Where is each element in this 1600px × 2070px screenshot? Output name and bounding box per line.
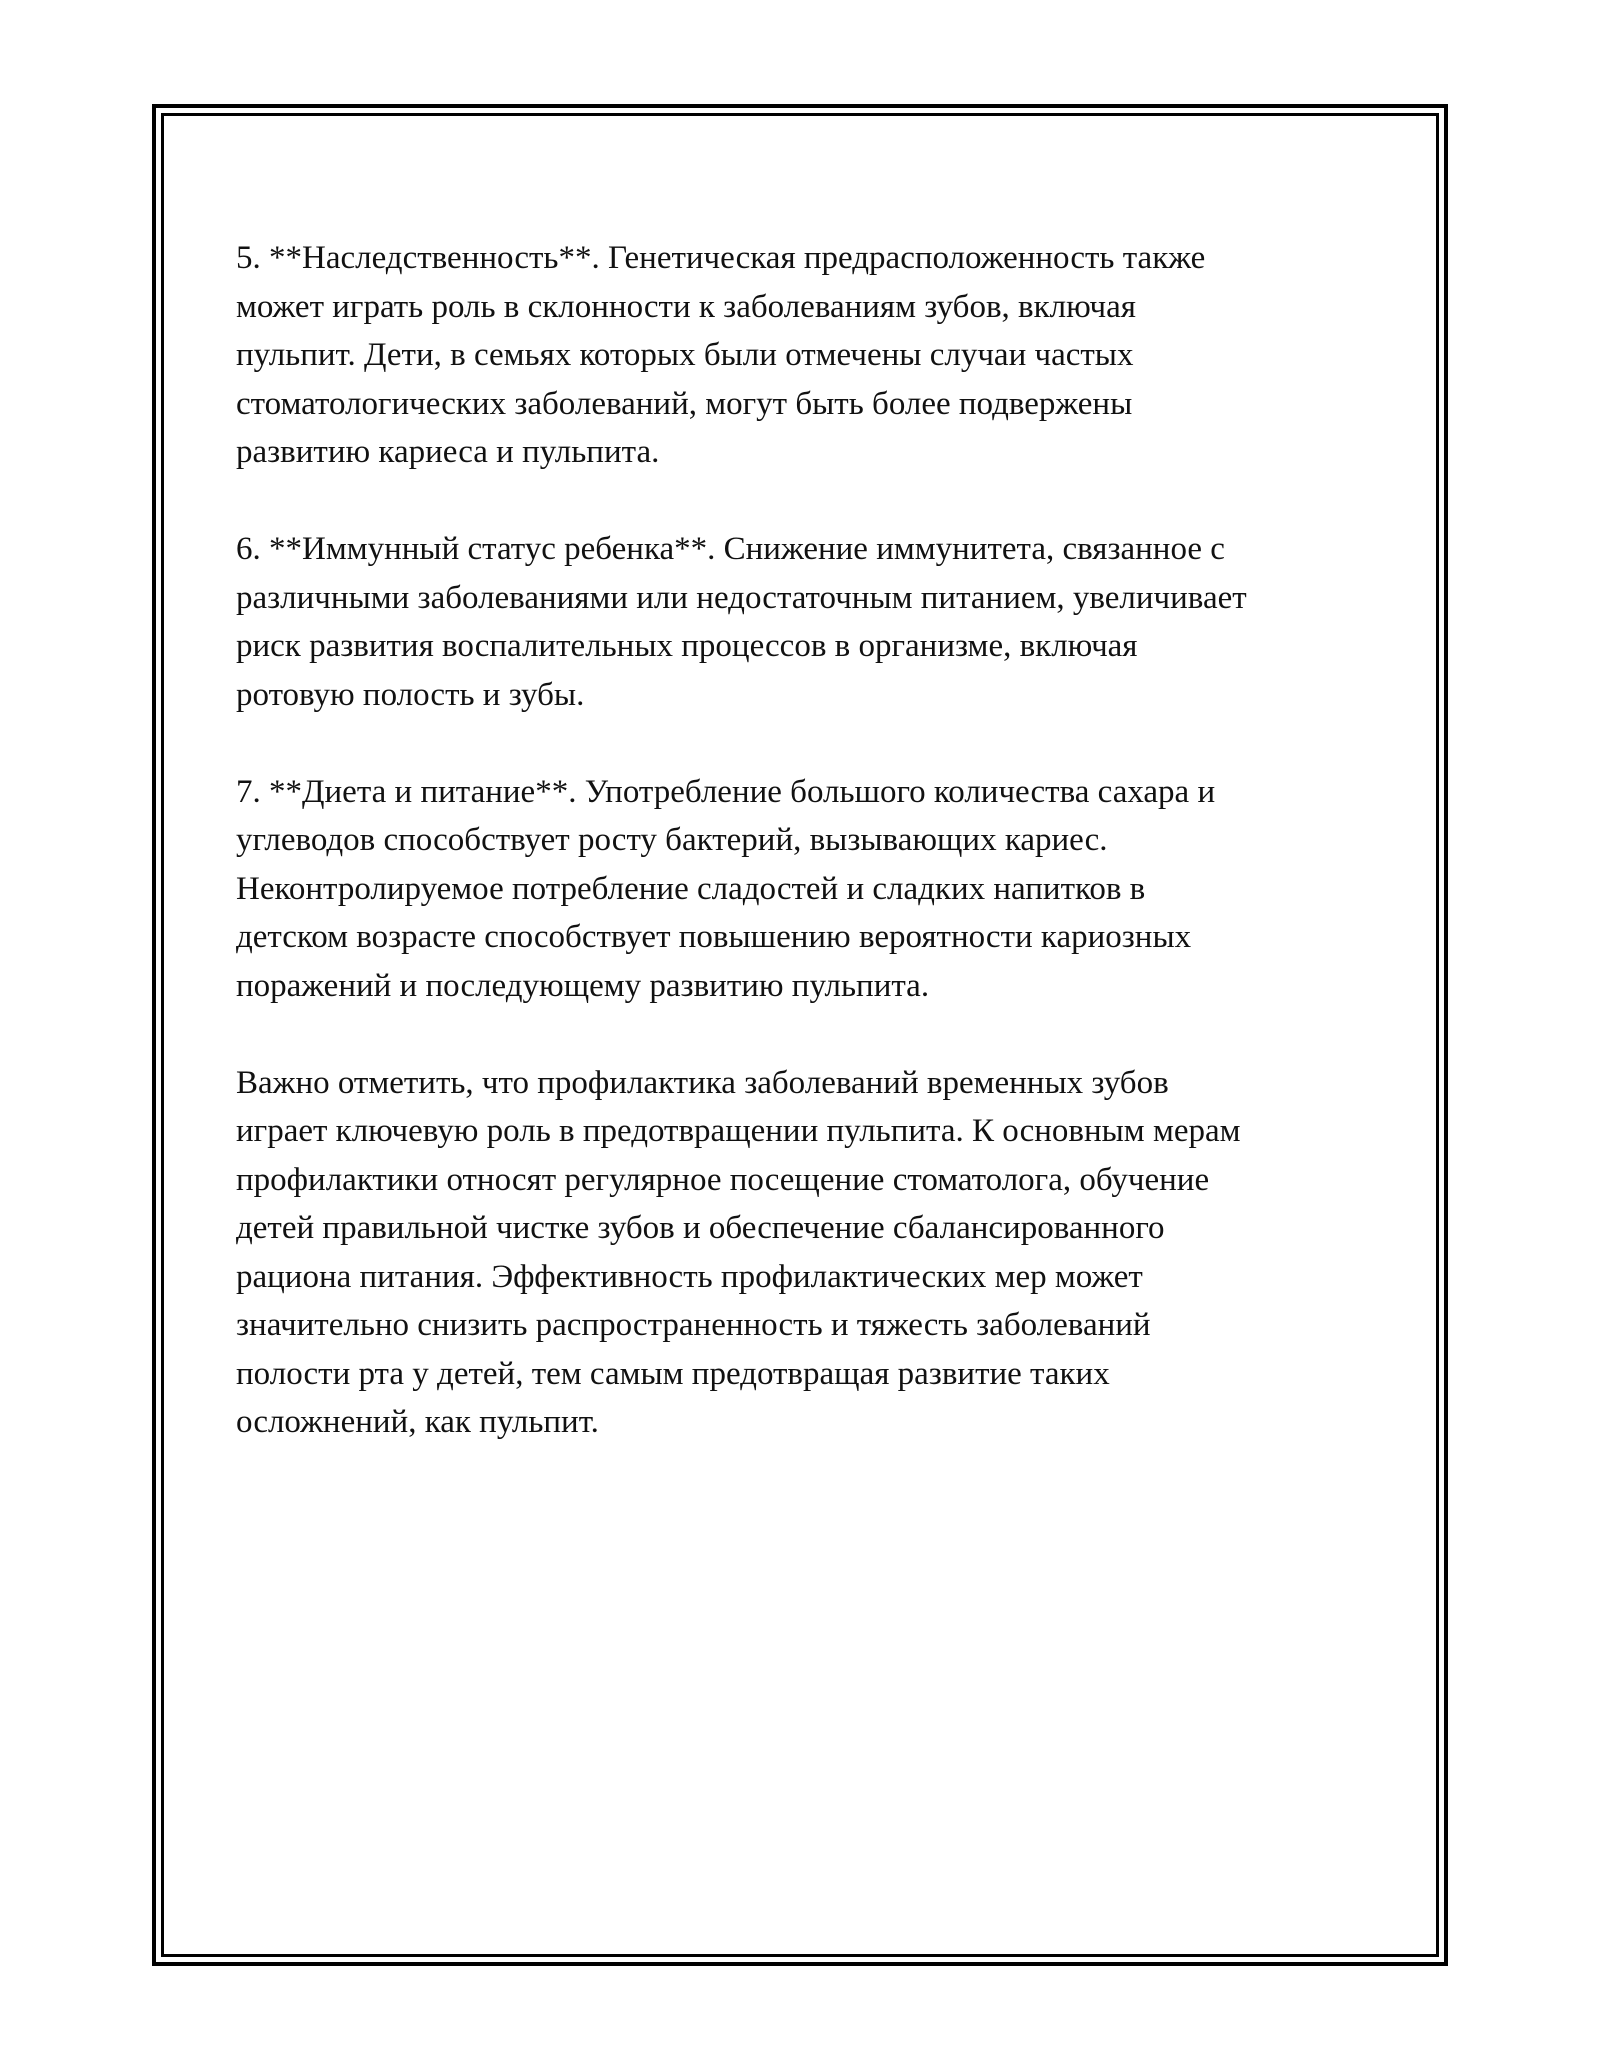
paragraph-immune-status — [236, 525, 1386, 719]
text-line: играет ключевую роль в предотвращении пульпита. К основным мерам — [236, 1113, 1241, 1149]
text-line: углеводов способствует росту бактерий, вызывающих кариес. — [236, 822, 1108, 858]
paragraph-heredity — [236, 234, 1386, 477]
text-line: детском возрасте способствует повышению вероятности кариозных — [236, 919, 1192, 955]
text-line: риск развития воспалительных процессов в организме, включая — [236, 628, 1138, 664]
text-line: стоматологических заболеваний, могут быть более подвержены — [236, 385, 1133, 422]
text-line: ротовую полость и зубы. — [236, 676, 585, 713]
text-line: значительно снизить распространенность и тяжесть заболеваний — [236, 1307, 1151, 1343]
paragraph-prevention — [236, 1059, 1386, 1447]
text-line: пульпит. Дети, в семьях которых были отмечены случаи частых — [236, 337, 1134, 373]
text-line: 5. **Наследственность**. Генетическая предрасположенность также — [236, 240, 1206, 276]
text-line: 7. **Диета и питание**. Употребление большого количества сахара и — [236, 773, 1216, 810]
text-line: может играть роль в склонности к заболеваниям зубов, включая — [236, 288, 1136, 325]
text-line: различными заболеваниями или недостаточным питанием, увеличивает — [236, 579, 1247, 616]
text-line: 6. **Иммунный статус ребенка**. Снижение иммунитета, связанное с — [236, 531, 1225, 567]
text-line: профилактики относят регулярное посещение стоматолога, обучение — [236, 1161, 1210, 1198]
text-line: Неконтролируемое потребление сладостей и сладких напитков в — [236, 870, 1146, 907]
document-body — [236, 234, 1386, 1447]
text-line: Важно отметить, что профилактика заболеваний временных зубов — [236, 1064, 1169, 1101]
text-line: полости рта у детей, тем самым предотвращая развитие таких — [236, 1355, 1110, 1392]
text-line: детей правильной чистке зубов и обеспечение сбалансированного — [236, 1210, 1165, 1246]
text-line: осложнений, как пульпит. — [236, 1404, 599, 1440]
text-line: развитию кариеса и пульпита. — [236, 434, 660, 470]
text-line: поражений и последующему развитию пульпита. — [236, 967, 930, 1004]
text-line: рациона питания. Эффективность профилактических мер может — [236, 1258, 1143, 1295]
paragraph-diet — [236, 768, 1386, 1011]
